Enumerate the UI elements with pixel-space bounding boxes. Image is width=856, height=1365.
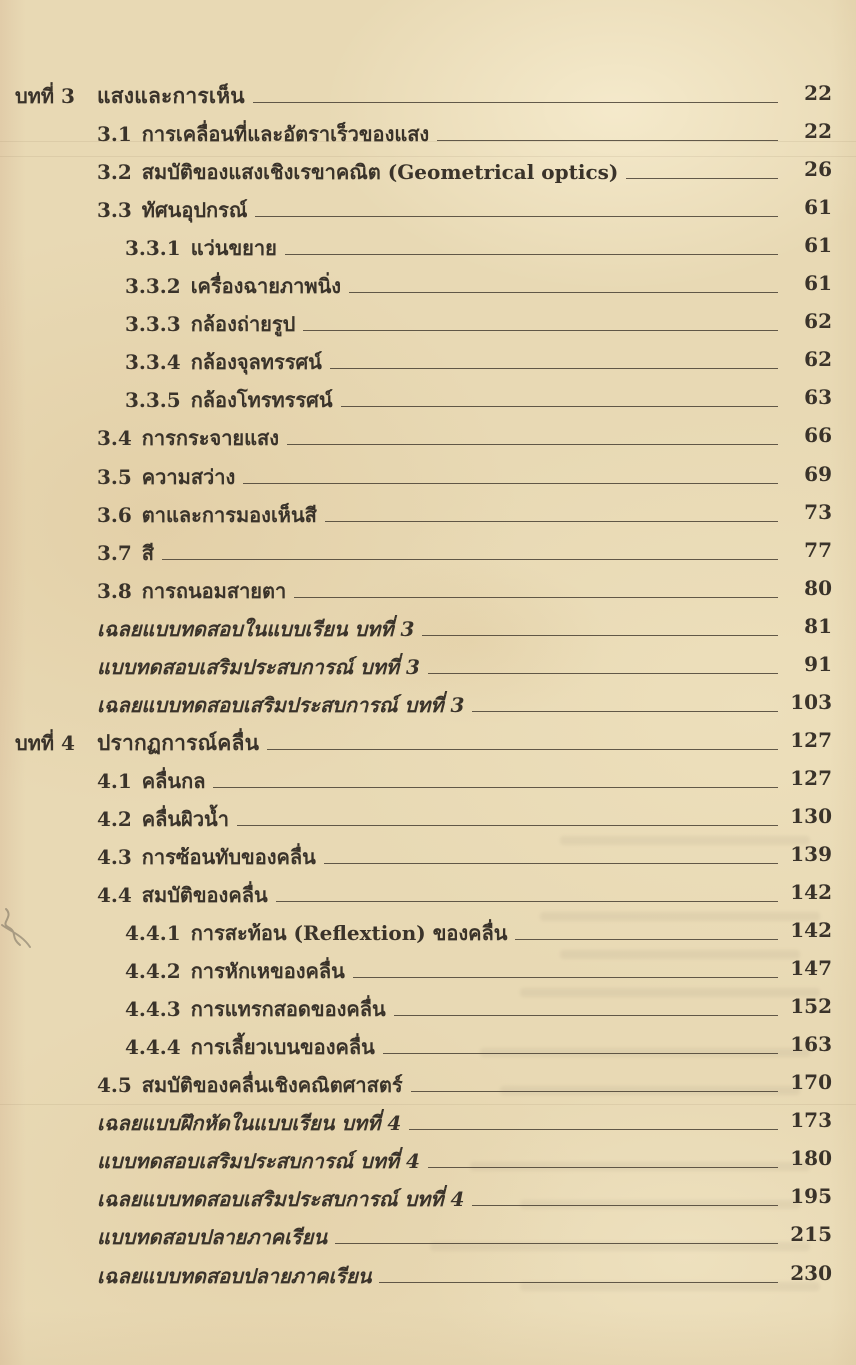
leader-line xyxy=(383,1053,778,1054)
leader-line xyxy=(267,749,778,750)
entry-text xyxy=(97,614,414,644)
entry-text xyxy=(97,81,245,111)
leader-line xyxy=(437,140,778,141)
toc-entry xyxy=(0,1252,856,1290)
leader-line xyxy=(243,483,778,484)
page-number: 80 xyxy=(804,575,832,600)
page-number: 130 xyxy=(790,803,832,828)
toc-entry xyxy=(0,415,856,453)
page-number: 69 xyxy=(804,461,832,486)
page-number: 173 xyxy=(790,1108,832,1133)
page-number: 73 xyxy=(804,499,832,524)
leader-line xyxy=(472,711,778,712)
entry-number: 3.4 xyxy=(97,426,132,451)
toc-entry xyxy=(0,568,856,606)
entry-text xyxy=(97,1032,375,1062)
toc-entry xyxy=(0,834,856,872)
toc-entry xyxy=(0,149,856,187)
table-of-contents xyxy=(0,73,856,1291)
entry-number: 3.2 xyxy=(97,160,132,185)
entry-title: การแทรกสอดของคลื่น xyxy=(190,997,386,1022)
page-number: 139 xyxy=(790,841,832,866)
entry-text xyxy=(97,538,154,568)
page-number: 147 xyxy=(790,956,832,981)
entry-title: คลื่นกล xyxy=(141,768,206,793)
entry-text xyxy=(97,1146,420,1176)
leader-line xyxy=(285,254,778,255)
toc-entry xyxy=(0,644,856,682)
entry-title: สมบัติของแสงเชิงเรขาคณิต (Geometrical optics) xyxy=(141,160,619,185)
entry-title: คลื่นผิวน้ำ xyxy=(141,806,229,831)
toc-entry xyxy=(0,1062,856,1100)
entry-text xyxy=(97,500,317,530)
entry-text xyxy=(97,157,618,187)
page-number: 22 xyxy=(804,119,832,144)
entry-text xyxy=(97,1108,401,1138)
entry-title: ตาและการมองเห็นสี xyxy=(141,502,317,527)
leader-line xyxy=(411,1091,778,1092)
toc-entry xyxy=(0,872,856,910)
entry-title: กล้องถ่ายรูป xyxy=(190,312,296,337)
entry-number: 4.4.4 xyxy=(125,1035,181,1060)
entry-number: 3.3.5 xyxy=(125,388,181,413)
entry-text xyxy=(97,385,333,415)
toc-entry xyxy=(0,1176,856,1214)
entry-number: 3.5 xyxy=(97,464,132,489)
toc-entry xyxy=(0,73,856,111)
entry-text xyxy=(97,1261,371,1291)
leader-line xyxy=(325,521,778,522)
toc-entry xyxy=(0,492,856,530)
page-number: 22 xyxy=(804,81,832,106)
page-number: 26 xyxy=(804,157,832,182)
toc-entry xyxy=(0,530,856,568)
leader-line xyxy=(162,559,778,560)
toc-entry xyxy=(0,720,856,758)
leader-line xyxy=(335,1243,778,1244)
entry-text xyxy=(97,804,229,834)
page-number: 142 xyxy=(790,880,832,905)
entry-title: แบบทดสอบเสริมประสบการณ์ บทที่ 4 xyxy=(97,1149,420,1174)
entry-text xyxy=(97,1184,464,1214)
leader-line xyxy=(341,406,778,407)
entry-text xyxy=(97,1070,403,1100)
entry-text xyxy=(97,233,277,263)
entry-title: สี xyxy=(141,540,155,565)
leader-line xyxy=(428,673,778,674)
entry-number: 3.8 xyxy=(97,578,132,603)
entry-text xyxy=(97,728,259,758)
toc-entry xyxy=(0,1100,856,1138)
entry-number: 4.5 xyxy=(97,1073,132,1098)
leader-line xyxy=(253,102,778,103)
entry-number: 4.4.3 xyxy=(125,997,181,1022)
page-number: 66 xyxy=(804,423,832,448)
entry-number: 3.3.1 xyxy=(125,236,181,261)
entry-text xyxy=(97,423,279,453)
toc-entry xyxy=(0,948,856,986)
entry-title: เครื่องฉายภาพนิ่ง xyxy=(190,274,342,299)
leader-line xyxy=(515,939,778,940)
page-number: 142 xyxy=(790,918,832,943)
entry-text xyxy=(97,576,286,606)
entry-text xyxy=(97,195,247,225)
entry-title: การหักเหของคลื่น xyxy=(190,959,345,984)
page-number: 62 xyxy=(804,309,832,334)
toc-entry xyxy=(0,339,856,377)
leader-line xyxy=(472,1205,778,1206)
page-number: 61 xyxy=(804,233,832,258)
entry-text xyxy=(97,462,235,492)
leader-line xyxy=(428,1167,778,1168)
entry-title: เฉลยแบบทดสอบปลายภาคเรียน xyxy=(97,1263,372,1288)
entry-title: เฉลยแบบทดสอบเสริมประสบการณ์ บทที่ 3 xyxy=(97,692,465,717)
toc-entry xyxy=(0,1138,856,1176)
toc-entry xyxy=(0,796,856,834)
leader-line xyxy=(349,292,778,293)
page-number: 61 xyxy=(804,271,832,296)
toc-entry xyxy=(0,111,856,149)
entry-title: ความสว่าง xyxy=(141,464,236,489)
toc-entry xyxy=(0,682,856,720)
chapter-label: บทที่ 3 xyxy=(15,84,75,109)
page-number: 152 xyxy=(790,994,832,1019)
toc-entry xyxy=(0,1214,856,1252)
entry-text xyxy=(97,652,420,682)
leader-line xyxy=(394,1015,778,1016)
entry-number: 3.1 xyxy=(97,122,132,147)
leader-line xyxy=(287,444,778,445)
entry-title: แสงและการเห็น xyxy=(97,83,245,109)
entry-title: กล้องโทรทรรศน์ xyxy=(190,388,333,413)
entry-title: เฉลยแบบทดสอบเสริมประสบการณ์ บทที่ 4 xyxy=(97,1187,465,1212)
leader-line xyxy=(353,977,778,978)
toc-entry xyxy=(0,910,856,948)
leader-line xyxy=(422,635,778,636)
page-number: 215 xyxy=(790,1222,832,1247)
page-number: 63 xyxy=(804,385,832,410)
page-number: 127 xyxy=(790,765,832,790)
entry-title: การกระจายแสง xyxy=(141,426,280,451)
entry-title: กล้องจุลทรรศน์ xyxy=(190,350,322,375)
page-number: 195 xyxy=(790,1184,832,1209)
leader-line xyxy=(213,787,778,788)
entry-title: ทัศนอุปกรณ์ xyxy=(141,198,248,223)
page-number: 77 xyxy=(804,537,832,562)
toc-entry xyxy=(0,986,856,1024)
entry-number: 3.6 xyxy=(97,502,132,527)
toc-entry xyxy=(0,1024,856,1062)
entry-text xyxy=(97,1222,327,1252)
toc-entry xyxy=(0,758,856,796)
toc-entry xyxy=(0,377,856,415)
entry-title: ปรากฏการณ์คลื่น xyxy=(97,729,260,755)
entry-title: แบบทดสอบปลายภาคเรียน xyxy=(97,1225,328,1250)
entry-title: การซ้อนทับของคลื่น xyxy=(141,844,316,869)
leader-line xyxy=(324,863,778,864)
entry-text xyxy=(97,994,386,1024)
entry-text xyxy=(97,347,322,377)
chapter-label: บทที่ 4 xyxy=(15,730,75,755)
entry-text xyxy=(97,766,205,796)
toc-entry xyxy=(0,453,856,491)
entry-title: สมบัติของคลื่นเชิงคณิตศาสตร์ xyxy=(141,1073,403,1098)
entry-title: การถนอมสายตา xyxy=(141,578,287,603)
leader-line xyxy=(409,1129,778,1130)
entry-number: 3.3.3 xyxy=(125,312,181,337)
page-number: 61 xyxy=(804,195,832,220)
page-number: 91 xyxy=(804,651,832,676)
entry-text xyxy=(97,956,345,986)
toc-entry xyxy=(0,606,856,644)
entry-title: แบบทดสอบเสริมประสบการณ์ บทที่ 3 xyxy=(97,654,420,679)
leader-line xyxy=(330,368,778,369)
entry-title: เฉลยแบบฝึกหัดในแบบเรียน บทที่ 4 xyxy=(97,1111,402,1136)
toc-entry xyxy=(0,263,856,301)
entry-number: 4.3 xyxy=(97,844,132,869)
toc-entry xyxy=(0,301,856,339)
entry-number: 3.7 xyxy=(97,540,132,565)
entry-number: 3.3.2 xyxy=(125,274,181,299)
leader-line xyxy=(294,597,778,598)
entry-title: สมบัติของคลื่น xyxy=(141,883,268,908)
entry-text xyxy=(97,842,316,872)
entry-title: แว่นขยาย xyxy=(190,236,277,261)
entry-number: 3.3 xyxy=(97,198,132,223)
page-number: 127 xyxy=(790,727,832,752)
leader-line xyxy=(276,901,778,902)
page-number: 62 xyxy=(804,347,832,372)
entry-text xyxy=(97,271,341,301)
entry-number: 4.1 xyxy=(97,768,132,793)
page-number: 180 xyxy=(790,1146,832,1171)
entry-title: เฉลยแบบทดสอบในแบบเรียน บทที่ 3 xyxy=(97,616,415,641)
entry-number: 4.4.1 xyxy=(125,921,181,946)
page-number: 81 xyxy=(804,613,832,638)
entry-title: การเลี้ยวเบนของคลื่น xyxy=(190,1035,375,1060)
leader-line xyxy=(255,216,778,217)
entry-number: 4.2 xyxy=(97,806,132,831)
entry-number: 4.4.2 xyxy=(125,959,181,984)
page-number: 103 xyxy=(790,689,832,714)
entry-number: 3.3.4 xyxy=(125,350,181,375)
page-number: 230 xyxy=(790,1260,832,1285)
leader-line xyxy=(303,330,778,331)
entry-text xyxy=(97,119,429,149)
leader-line xyxy=(379,1282,778,1283)
entry-number: 4.4 xyxy=(97,883,132,908)
page-number: 170 xyxy=(790,1070,832,1095)
entry-text xyxy=(97,690,464,720)
leader-line xyxy=(237,825,778,826)
entry-text xyxy=(97,918,507,948)
leader-line xyxy=(626,178,778,179)
entry-text xyxy=(97,309,295,339)
entry-title: การสะท้อน (Reflextion) ของคลื่น xyxy=(190,921,508,946)
entry-title: การเคลื่อนที่และอัตราเร็วของแสง xyxy=(141,122,430,147)
page-number: 163 xyxy=(790,1032,832,1057)
toc-entry xyxy=(0,225,856,263)
entry-text xyxy=(97,880,268,910)
toc-entry xyxy=(0,187,856,225)
